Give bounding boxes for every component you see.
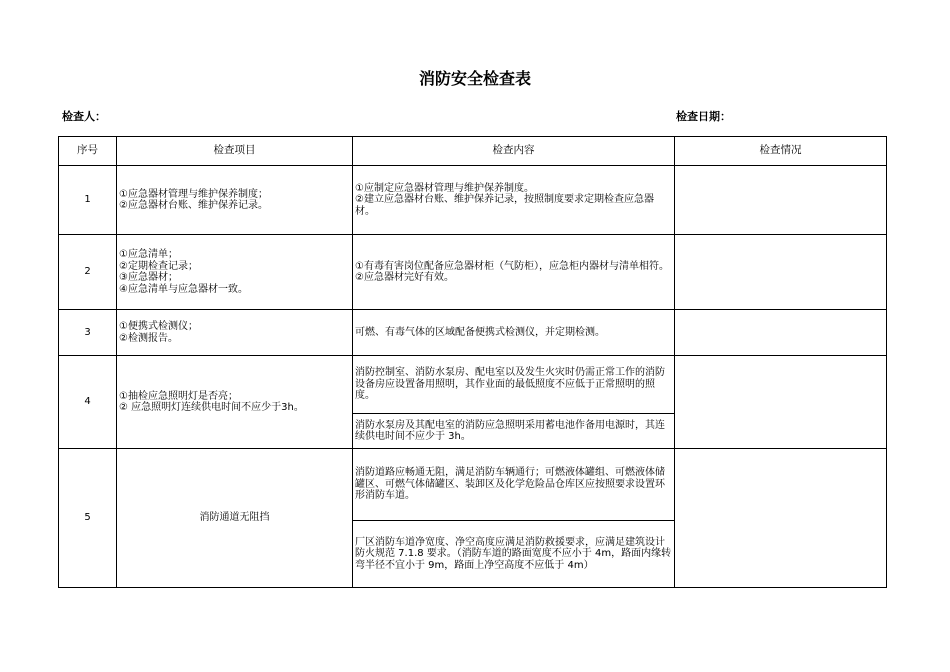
check-item-line: ②检测报告。 [119, 332, 178, 344]
check-content [353, 356, 675, 414]
check-content-line: ②应急器材完好有效。 [355, 272, 454, 283]
row-number: 5 [59, 449, 117, 588]
row-number: 4 [59, 356, 117, 449]
check-item-line: ①应急器材管理与维护保养制度； [119, 188, 268, 200]
table-row [59, 449, 887, 521]
check-content-line: ①应制定应急器材管理与维护保养制度。 [355, 182, 534, 194]
check-status-cell[interactable] [675, 356, 887, 449]
check-content-line: 消防控制室、消防水泵房、配电室以及发生火灾时仍需正常工作的消防设备房应设置备用照明，其作业面的最低照度不应低于正常照明的照度。 [355, 367, 665, 402]
check-item-line: ②应急器材台账、维护保养记录。 [119, 200, 268, 211]
check-content-line: ①有毒有害岗位配备应急器材柜（气防柜），应急柜内器材与清单相符。 [355, 260, 669, 272]
check-item [117, 310, 353, 356]
check-item-line: ②定期检查记录； [119, 260, 198, 272]
check-item-line: ② 应急照明灯连续供电时间不应少于3h。 [119, 402, 304, 413]
check-item-line: ③应急器材； [119, 272, 178, 283]
header-content: 检查内容 [353, 137, 675, 166]
check-content-line: 厂区消防车道净宽度、净空高度应满足消防救援要求，应满足建筑设计防火规范 7.1.8 要求。（消防车道的路面宽度不应小于 4m，路面内缘转弯半径不宜小于 9m，路面上净空高度不应低于 4m） [355, 536, 672, 571]
check-content [353, 310, 675, 356]
header-item: 检查项目 [117, 137, 353, 166]
check-status-cell[interactable] [675, 310, 887, 356]
table-row [59, 356, 887, 414]
check-item-line: ①抽检应急照明灯是否亮； [119, 390, 238, 402]
check-item-line: ④应急清单与应急器材一致。 [119, 283, 248, 295]
check-content-line: 可燃、有毒气体的区域配备便携式检测仪，并定期检测。 [355, 326, 605, 338]
header-no: 序号 [59, 137, 117, 166]
check-status-cell[interactable] [675, 166, 887, 235]
inspection-date-label: 检查日期： [676, 110, 731, 123]
check-item-line: ①应急清单； [119, 249, 178, 260]
check-content [353, 414, 675, 449]
header-status: 检查情况 [675, 137, 887, 166]
inspector-label: 检查人： [62, 110, 106, 123]
table-row [59, 235, 887, 310]
check-content-line: 消防道路应畅通无阻，满足消防车辆通行；可燃液体罐组、可燃液体储罐区、可燃气体储罐区、装卸区及化学危险品仓库区应按照要求设置环形消防车道。 [355, 467, 665, 502]
check-item [117, 235, 353, 310]
check-content [353, 235, 675, 310]
table-row [59, 310, 887, 356]
row-number: 1 [59, 166, 117, 235]
check-content-line: 消防水泵房及其配电室的消防应急照明采用蓄电池作备用电源时，其连续供电时间不应少于 3h。 [355, 419, 665, 442]
row-number: 2 [59, 235, 117, 310]
inspection-table [58, 136, 887, 588]
table-row [59, 166, 887, 235]
check-content [353, 449, 675, 521]
check-item-line: 消防通道无阻挡 [199, 512, 270, 524]
check-content [353, 521, 675, 588]
check-status-cell[interactable] [675, 449, 887, 588]
check-content-line: ②建立应急器材台账、维护保养记录，按照制度要求定期检查应急器材。 [355, 194, 654, 217]
check-item [117, 356, 353, 449]
header-row [59, 137, 887, 166]
row-number: 3 [59, 310, 117, 356]
check-item [117, 449, 353, 588]
check-item-line: ①便携式检测仪； [119, 321, 198, 332]
check-content [353, 166, 675, 235]
check-item [117, 166, 353, 235]
check-status-cell[interactable] [675, 235, 887, 310]
page-title: 消防安全检查表 [418, 69, 531, 88]
